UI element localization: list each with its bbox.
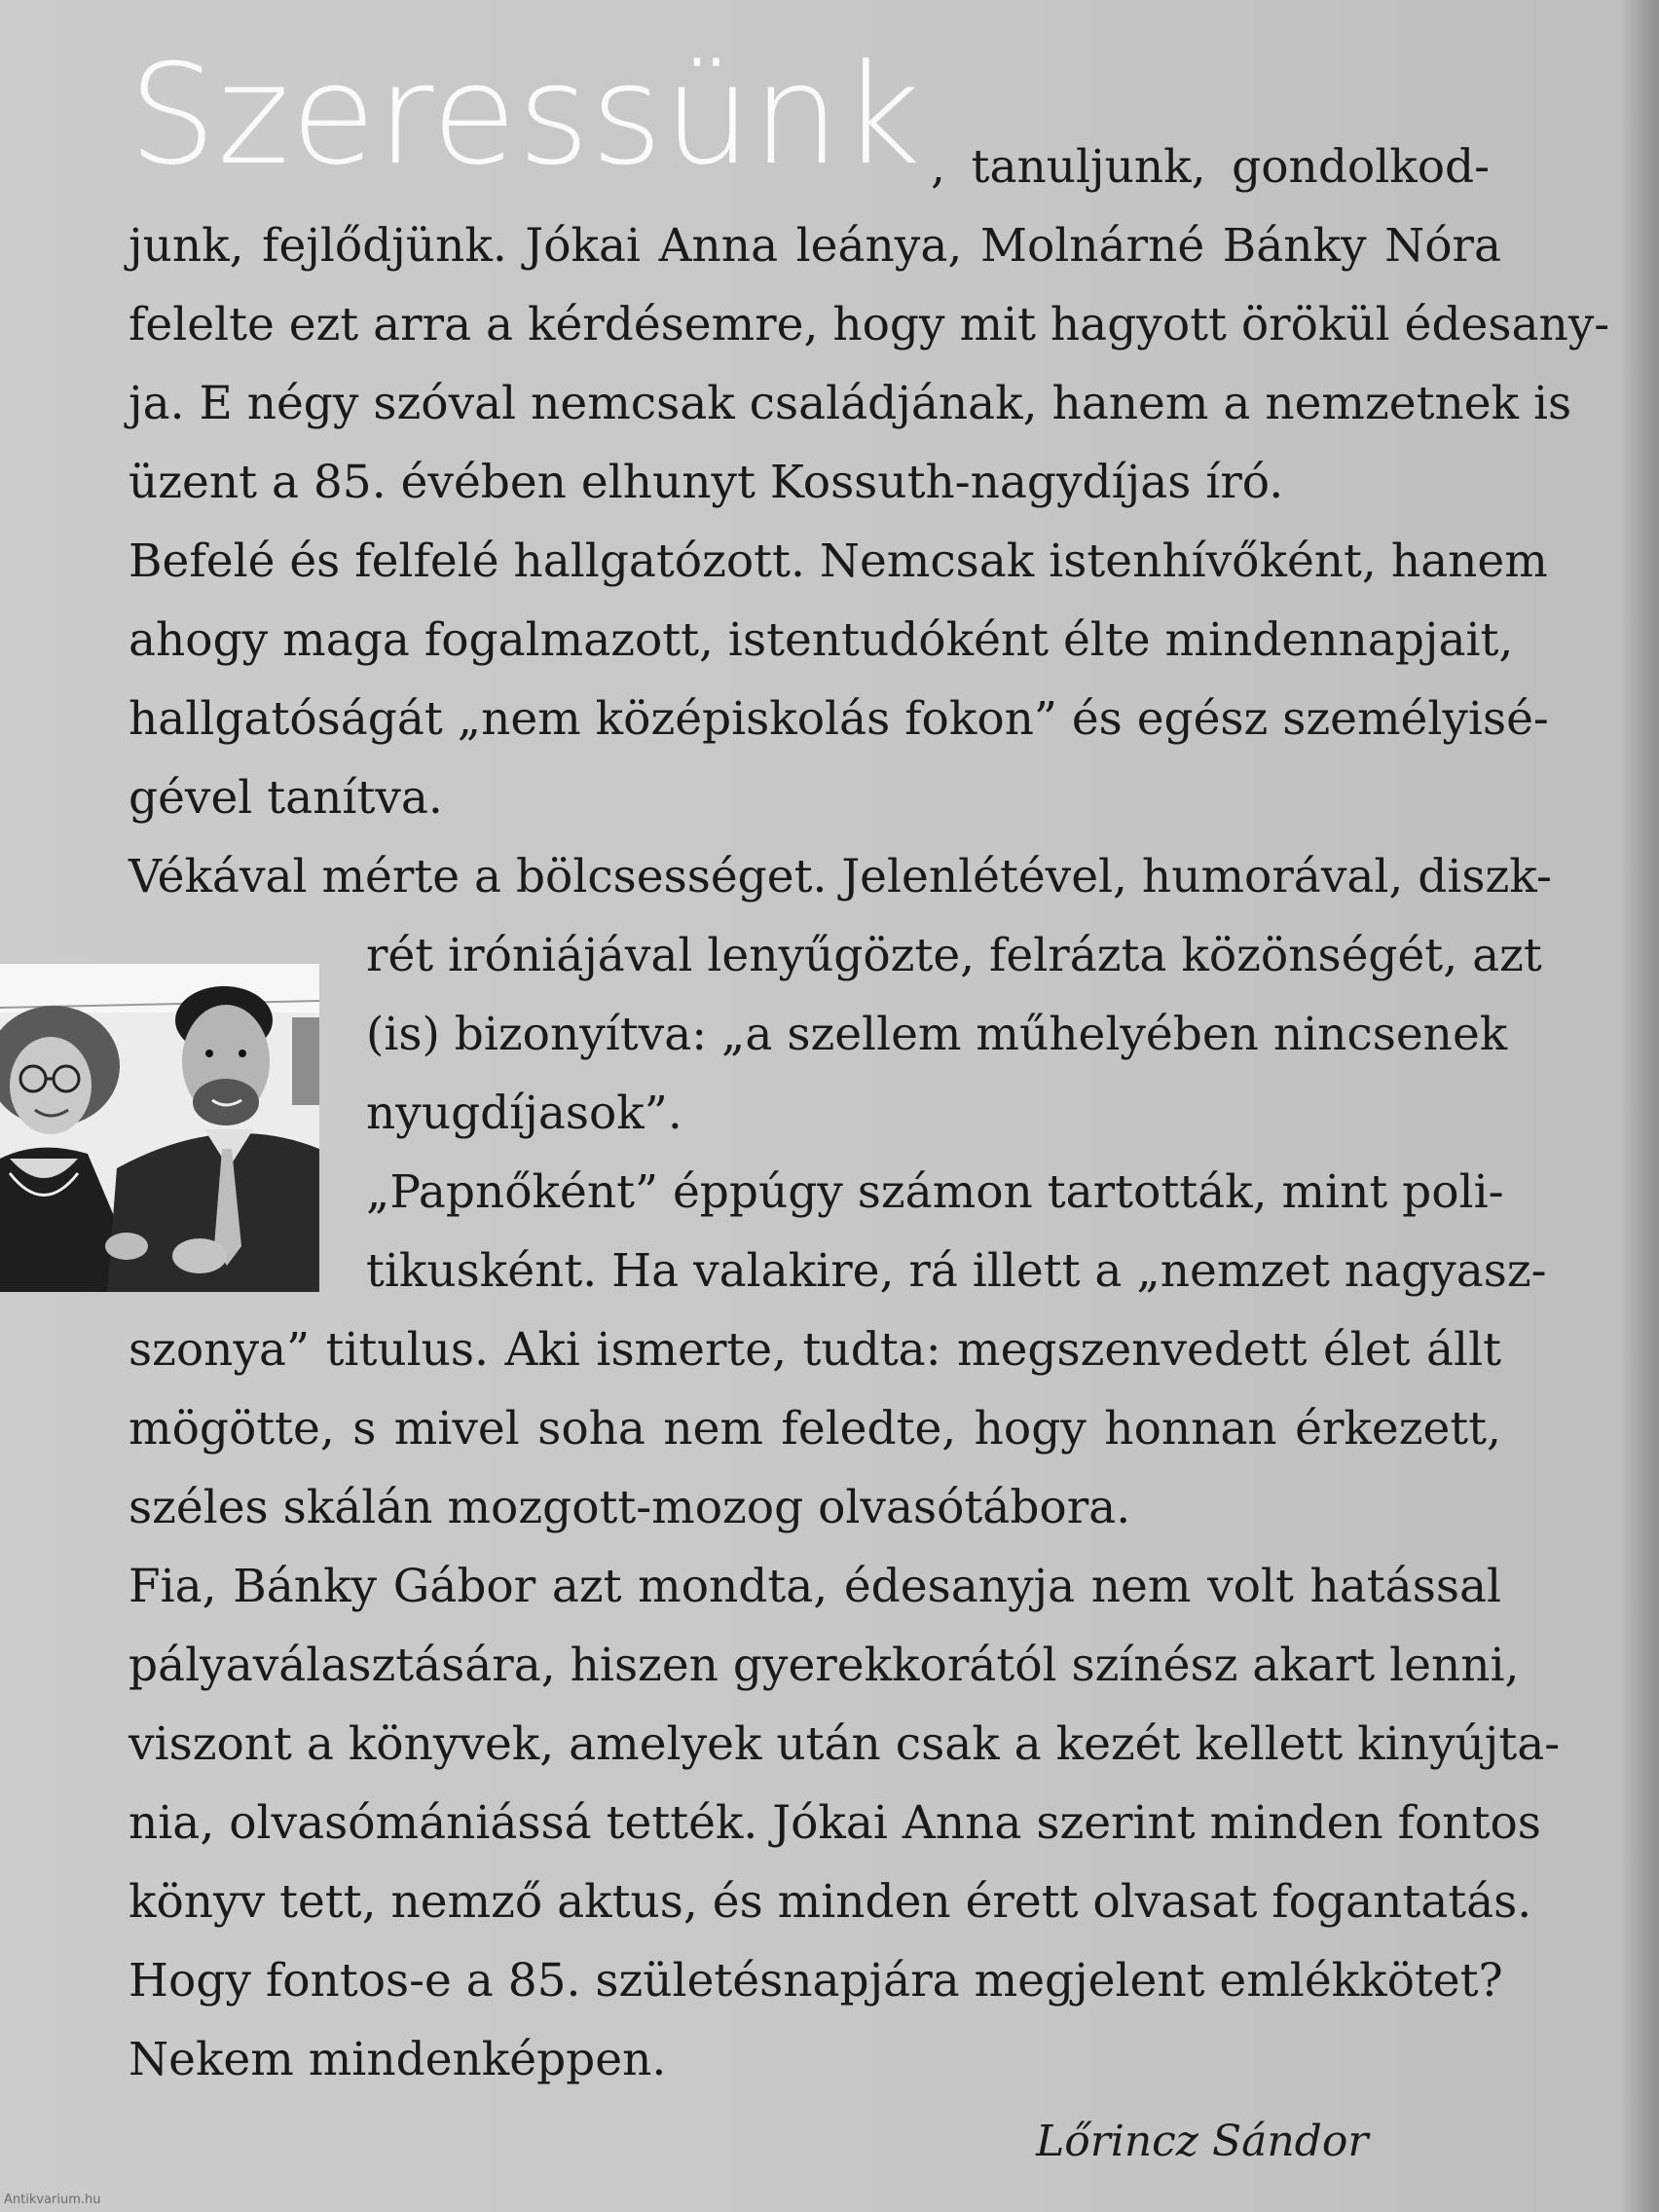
text-line: viszont a könyvek, amelyek után csak a kezét kellett kinyújta- <box>129 1717 1561 1771</box>
text-line: ja. E négy szóval nemcsak családjának, hanem a nemzetnek is <box>129 377 1572 430</box>
text-line: junk, fejlődjünk. Jókai Anna leánya, Molnárné Bánky Nóra <box>129 219 1501 273</box>
text-line: gével tanítva. <box>129 771 443 825</box>
text-line: nia, olvasómániássá tették. Jókai Anna szerint minden fontos <box>129 1796 1541 1850</box>
text-line: Befelé és felfelé hallgatózott. Nemcsak istenhívőként, hanem <box>129 535 1548 588</box>
text-line: , tanuljunk, gondolkod- <box>931 140 1490 194</box>
text-line: Vékával mérte a bölcsességet. Jelenlétével, humorával, diszk- <box>129 850 1552 903</box>
photo-illustration <box>0 964 319 1292</box>
text-line: pályaválasztására, hiszen gyerekkorától színész akart lenni, <box>129 1639 1520 1692</box>
text-line: könyv tett, nemző aktus, és minden érett olvasat fogantatás. <box>129 1875 1532 1929</box>
text-line: üzent a 85. évében elhunyt Kossuth-nagydíjas író. <box>129 456 1284 509</box>
text-line: rét iróniájával lenyűgözte, felrázta közönségét, azt <box>366 929 1542 982</box>
drop-headword: Szeressünk <box>129 35 922 196</box>
page-gutter-shadow <box>1620 0 1659 2212</box>
text-line: hallgatóságát „nem középiskolás fokon” és egész személyisé- <box>129 692 1549 746</box>
text-line: nyugdíjasok”. <box>366 1087 682 1140</box>
text-line: felelte ezt arra a kérdésemre, hogy mit hagyott örökül édesany- <box>129 298 1610 351</box>
text-line: Fia, Bánky Gábor azt mondta, édesanyja nem volt hatással <box>129 1560 1501 1613</box>
text-line: tikusként. Ha valakire, rá illett a „nemzet nagyasz- <box>366 1244 1547 1298</box>
text-line: Hogy fontos-e a 85. születésnapjára megjelent emlékkötet? <box>129 1954 1503 2008</box>
text-line: ahogy maga fogalmazott, istentudóként élte mindennapjait, <box>129 613 1514 667</box>
text-line: (is) bizonyítva: „a szellem műhelyében nincsenek <box>366 1008 1508 1061</box>
text-line: Nekem mindenképpen. <box>129 2033 667 2086</box>
watermark: Antikvarium.hu <box>4 2193 101 2207</box>
text-line: szonya” titulus. Aki ismerte, tudta: megszenvedett élet állt <box>129 1323 1501 1377</box>
author-photo <box>0 964 319 1292</box>
text-line: „Papnőként” éppúgy számon tartották, mint poli- <box>366 1165 1504 1219</box>
text-line: széles skálán mozgott-mozog olvasótábora. <box>129 1481 1131 1534</box>
author-signature: Lőrincz Sándor <box>1036 2117 1369 2166</box>
text-line: mögötte, s mivel soha nem feledte, hogy honnan érkezett, <box>129 1402 1501 1456</box>
